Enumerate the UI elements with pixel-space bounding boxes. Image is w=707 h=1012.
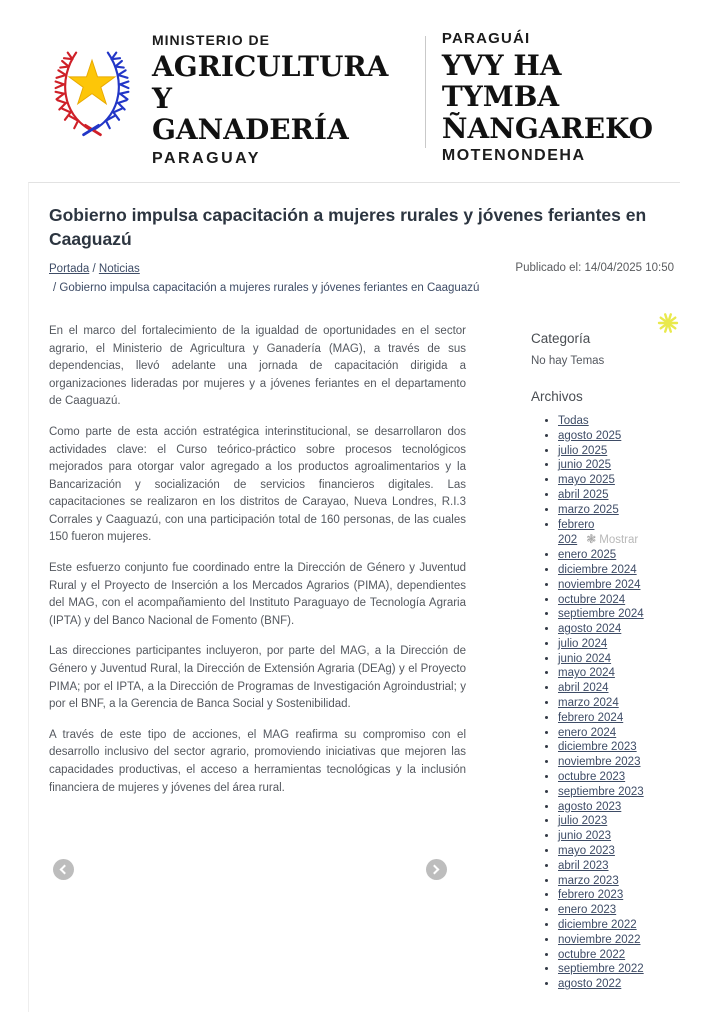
breadcrumb-current: / Gobierno impulsa capacitación a mujeres rurales y jóvenes feriantes en Caaguazú xyxy=(53,281,480,294)
archive-item xyxy=(558,458,674,473)
archive-link[interactable]: abril 2023 xyxy=(558,859,609,872)
archive-link[interactable]: mayo 2023 xyxy=(558,845,615,858)
logo-agricultura-label: AGRICULTURA Y xyxy=(152,50,389,115)
yellow-asterisk-icon xyxy=(656,311,680,335)
archive-link[interactable]: marzo 2024 xyxy=(558,697,619,710)
archive-link[interactable]: diciembre 2023 xyxy=(558,741,637,754)
logo-text-spanish[interactable] xyxy=(152,32,409,168)
archive-link[interactable]: mayo 2025 xyxy=(558,474,615,487)
archive-item xyxy=(558,903,674,918)
article-paragraph: Las direcciones participantes incluyeron, por parte del MAG, a la Dirección de Género y Juventud Rural, la Dirección de Extensión Agraria (DEAg) y el Proyecto PIMA; por el IPTA, a la Dirección de Programas de Investigación Agroindustrial; y por el BNF, a la Gerencia de Banca Social y Sostenibilidad. xyxy=(49,645,466,711)
archive-item xyxy=(558,414,674,429)
content-columns xyxy=(49,323,674,992)
archive-link[interactable]: febrero 2024 xyxy=(558,711,624,724)
category-empty-text: No hay Temas xyxy=(531,354,605,367)
mostrar-label: Mostrar xyxy=(599,534,639,547)
archive-item xyxy=(558,548,674,563)
archive-item xyxy=(558,800,674,815)
archive-link[interactable]: julio 2024 xyxy=(558,637,608,650)
archive-link[interactable]: noviembre 2022 xyxy=(558,933,641,946)
archive-item xyxy=(558,607,674,622)
archive-link[interactable]: junio 2025 xyxy=(558,459,612,472)
breadcrumb xyxy=(49,260,497,297)
logo-yvy-label: YVY HA TYMBA xyxy=(441,49,562,114)
chevron-left-icon xyxy=(60,864,70,874)
meta-row xyxy=(49,260,674,297)
main-section xyxy=(28,182,680,1012)
archive-link[interactable]: marzo 2025 xyxy=(558,503,619,516)
logo-ganaderia-label: GANADERÍA xyxy=(152,113,349,147)
archive-item xyxy=(558,563,674,578)
carousel-prev-button[interactable] xyxy=(53,859,74,880)
archive-item xyxy=(558,918,674,933)
archive-item xyxy=(558,578,674,593)
archive-link[interactable]: septiembre 2022 xyxy=(558,963,644,976)
archive-item xyxy=(558,977,674,992)
archive-link[interactable]: octubre 2022 xyxy=(558,948,626,961)
page-container xyxy=(28,0,680,1012)
archive-link[interactable]: abril 2025 xyxy=(558,488,609,501)
paraguay-coat-of-arms-icon xyxy=(50,36,134,142)
archive-link[interactable]: febrero 2023 xyxy=(558,889,624,902)
archives-list xyxy=(531,414,674,992)
archive-item xyxy=(558,652,674,667)
archive-link[interactable]: enero 2023 xyxy=(558,904,617,917)
archive-item xyxy=(558,518,674,549)
archive-link[interactable]: agosto 2025 xyxy=(558,429,622,442)
header-divider xyxy=(425,36,426,148)
archive-item xyxy=(558,444,674,459)
archive-link[interactable]: junio 2023 xyxy=(558,830,612,843)
mostrar-icon xyxy=(586,532,596,546)
archive-item xyxy=(558,637,674,652)
archive-link[interactable]: octubre 2023 xyxy=(558,771,626,784)
page-title: Gobierno impulsa capacitación a mujeres rurales y jóvenes feriantes en Caaguazú xyxy=(49,204,647,250)
archive-item xyxy=(558,622,674,637)
archive-link[interactable]: agosto 2022 xyxy=(558,978,622,991)
breadcrumb-top-line xyxy=(49,260,497,278)
archive-link[interactable]: enero 2025 xyxy=(558,549,617,562)
archive-link[interactable]: septiembre 2024 xyxy=(558,608,644,621)
archive-link[interactable]: enero 2024 xyxy=(558,726,617,739)
article-paragraph: A través de este tipo de acciones, el MAG reafirma su compromiso con el desarrollo inclusivo del sector agrario, promoviendo iniciativas que mejoren las capacidades productivas, el acceso a herramientas tecnológicas y la inclusión financiera de mujeres y jóvenes del área rural. xyxy=(49,728,466,794)
archive-item xyxy=(558,874,674,889)
logo-text-guarani xyxy=(442,30,680,165)
breadcrumb-separator: / xyxy=(92,263,96,276)
archive-item xyxy=(558,473,674,488)
archive-item xyxy=(558,814,674,829)
archive-item xyxy=(558,429,674,444)
archive-link[interactable]: febrero 202 xyxy=(558,518,595,547)
article-paragraph: En el marco del fortalecimiento de la igualdad de oportunidades en el sector agrario, el Ministerio de Agricultura y Ganadería (MAG), a través de sus dependencias, llevó adelante una jornada de capacitación dirigida a organizaciones lideradas por mujeres y a jóvenes feriantes en el departamento de Caaguazú. xyxy=(49,324,466,408)
archive-item xyxy=(558,740,674,755)
archive-link[interactable]: agosto 2023 xyxy=(558,800,622,813)
article-body xyxy=(49,323,466,992)
archive-link[interactable]: marzo 2023 xyxy=(558,874,619,887)
archive-link[interactable]: Todas xyxy=(558,414,589,427)
sidebar xyxy=(531,323,674,992)
site-header xyxy=(28,0,680,182)
logo-motenondeha-label: MOTENONDEHA xyxy=(441,147,586,165)
logo-ministerio-label: MINISTERIO DE xyxy=(152,32,271,48)
breadcrumb-noticias-link[interactable]: Noticias xyxy=(98,263,140,276)
archive-item xyxy=(558,696,674,711)
archive-item xyxy=(558,770,674,785)
chevron-right-icon xyxy=(430,864,440,874)
archive-link[interactable]: mayo 2024 xyxy=(558,667,615,680)
archive-link[interactable]: agosto 2024 xyxy=(558,623,622,636)
archive-item xyxy=(558,488,674,503)
archive-item xyxy=(558,593,674,608)
archive-link[interactable]: junio 2024 xyxy=(558,652,612,665)
archive-item xyxy=(558,962,674,977)
archive-link[interactable]: noviembre 2023 xyxy=(558,756,641,769)
archive-item xyxy=(558,503,674,518)
archive-link[interactable]: diciembre 2024 xyxy=(558,563,637,576)
archive-item xyxy=(558,711,674,726)
archive-link[interactable]: noviembre 2024 xyxy=(558,578,641,591)
archive-item xyxy=(558,681,674,696)
logo-paraguay-label: PARAGUAY xyxy=(152,149,261,167)
archive-item xyxy=(558,844,674,859)
archive-item xyxy=(558,755,674,770)
archive-item xyxy=(558,829,674,844)
article-paragraph: Este esfuerzo conjunto fue coordinado entre la Dirección de Género y Juventud Rural y el Proyecto de Inserción a los Mercados Agrarios (PIMA), dependientes del MAG, con el acompañamiento del Instituto Paraguayo de Tecnología Agraria (IPTA) y del Banco Nacional de Fomento (BNF). xyxy=(49,562,466,627)
logo-nangareko-label: ÑANGAREKO xyxy=(441,111,654,145)
archive-item xyxy=(558,859,674,874)
archive-link[interactable]: septiembre 2023 xyxy=(558,785,644,798)
archive-link[interactable]: diciembre 2022 xyxy=(558,919,637,932)
category-heading: Categoría xyxy=(531,330,591,346)
archive-item xyxy=(558,933,674,948)
article-paragraph: Como parte de esta acción estratégica interinstitucional, se desarrollaron dos actividades clave: el Curso teórico-práctico sobre procesos tecnológicos mejorados para otorgar valor agregado a los productos agroalimentarios y la Bancarización y socialización de servicios financieros digitales. Las capacitaciones se realizaron en los distritos de Carayao, Nueva Londres, R.I.3 Corrales y Caaguazú, con una participación total de 160 personas, de las cuales 150 fueron mujeres. xyxy=(49,425,466,544)
archive-item xyxy=(558,888,674,903)
carousel-next-button[interactable] xyxy=(426,859,447,880)
mostrar-overlay[interactable] xyxy=(586,534,638,546)
archive-item xyxy=(558,785,674,800)
archive-link[interactable]: octubre 2024 xyxy=(558,593,626,606)
breadcrumb-portada-link[interactable]: Portada xyxy=(49,263,90,276)
archive-item xyxy=(558,726,674,741)
archive-item xyxy=(558,666,674,681)
logo-paraguai-label: PARAGUÁI xyxy=(441,30,531,47)
archive-link[interactable]: abril 2024 xyxy=(558,682,609,695)
archive-link[interactable]: julio 2023 xyxy=(558,815,608,828)
published-date: Publicado el: 14/04/2025 10:50 xyxy=(515,262,674,275)
archive-link[interactable]: julio 2025 xyxy=(558,444,608,457)
archives-heading: Archivos xyxy=(531,388,583,404)
archive-item xyxy=(558,948,674,963)
